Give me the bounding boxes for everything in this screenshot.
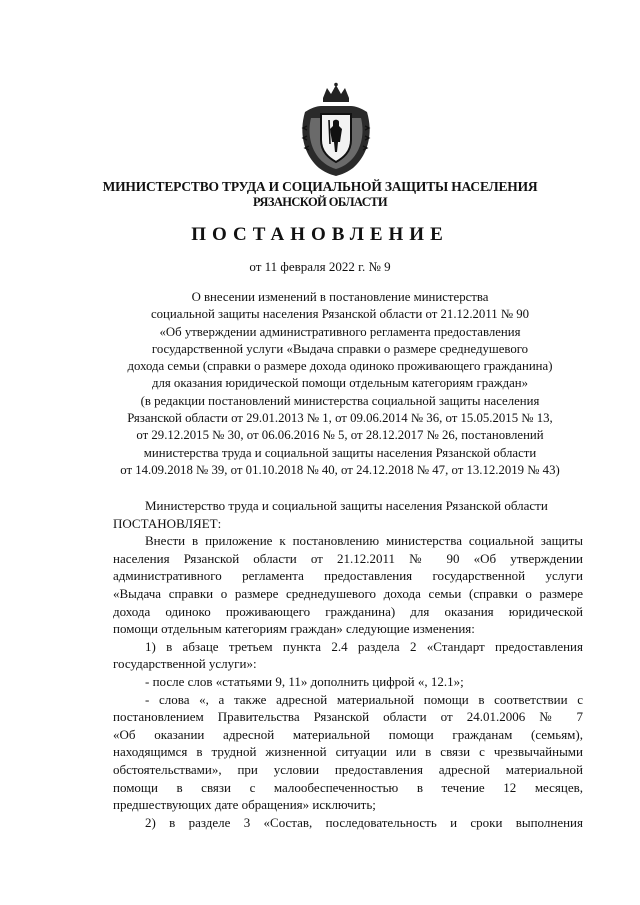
- title-line: «Об утверждении административного регламента предоставления: [159, 324, 521, 339]
- paragraph-line: помощи отдельным категориям граждан» следующие изменения:: [113, 621, 475, 637]
- title-line: от 14.09.2018 № 39, от 01.10.2018 № 40, от 24.12.2018 № 47, от 13.12.2019 № 43): [120, 462, 560, 477]
- paragraph-line: находящимся в трудной жизненной ситуации или в связи с чрезвычайными: [113, 744, 583, 760]
- paragraph-line: административного регламента предоставления государственной услуги: [113, 568, 583, 584]
- paragraph-line: государственной услуги»:: [113, 656, 257, 672]
- document-date-number: от 11 февраля 2022 г. № 9: [249, 259, 391, 274]
- paragraph-line: постановлением Правительства Рязанской области от 24.01.2006 № 7: [113, 709, 583, 725]
- title-line: от 29.12.2015 № 30, от 06.06.2016 № 5, от 28.12.2017 № 26, постановлений: [136, 428, 544, 443]
- ministry-name-line1: МИНИСТЕРСТВО ТРУДА И СОЦИАЛЬНОЙ ЗАЩИТЫ НАСЕЛЕНИЯ: [102, 179, 538, 194]
- document-body: [113, 497, 583, 831]
- intro-line: Министерство труда и социальной защиты населения Рязанской области: [145, 498, 548, 513]
- title-line: (в редакции постановлений министерства социальной защиты населения: [140, 393, 540, 408]
- paragraph-line: дохода одиноко проживающего гражданина) для оказания юридической: [113, 603, 583, 619]
- title-line: государственной услуги «Выдача справки о размере среднедушевого: [151, 341, 529, 356]
- title-line: дохода семьи (справки о размере дохода одиноко проживающего гражданина): [127, 359, 553, 374]
- paragraph-line: Внести в приложение к постановлению министерства социальной защиты: [145, 533, 583, 549]
- title-line: социальной защиты населения Рязанской области от 21.12.2011 № 90: [150, 307, 530, 322]
- coat-of-arms-icon: [293, 82, 379, 178]
- title-line: Рязанской области от 29.01.2013 № 1, от 09.06.2014 № 36, от 15.05.2015 № 13,: [127, 411, 553, 426]
- document-type-heading: ПОСТАНОВЛЕНИЕ: [191, 224, 449, 245]
- paragraph-line: - после слов «статьями 9, 11» дополнить цифрой «, 12.1»;: [145, 673, 464, 689]
- title-line: для оказания юридической помощи отдельным категориям граждан»: [151, 376, 529, 391]
- paragraph-line: помощи в связи с малообеспеченностью в течение 12 месяцев,: [113, 779, 583, 795]
- paragraph-line: 2) в разделе 3 «Состав, последовательность и сроки выполнения: [145, 814, 583, 830]
- paragraph-line: населения Рязанской области от 21.12.2011 № 90 «Об утверждении: [113, 550, 583, 566]
- paragraph-line: обстоятельствами», при условии предоставления адресной материальной: [113, 761, 583, 777]
- ministry-name-line2: РЯЗАНСКОЙ ОБЛАСТИ: [252, 195, 388, 209]
- title-line: О внесении изменений в постановление министерства: [191, 290, 489, 304]
- decree-word: ПОСТАНОВЛЯЕТ:: [113, 515, 222, 531]
- paragraph-line: предшествующих дате обращения» исключить;: [113, 797, 376, 813]
- document-title: [100, 289, 580, 479]
- paragraph-line: «Выдача справки о размере среднедушевого дохода семьи (справки о размере: [113, 585, 583, 601]
- paragraph-line: 1) в абзаце третьем пункта 2.4 раздела 2 «Стандарт предоставления: [145, 638, 583, 654]
- title-line: министерства труда и социальной защиты населения Рязанской области: [143, 445, 537, 460]
- paragraph-line: - слова «, а также адресной материальной помощи в соответствии с: [145, 691, 583, 707]
- paragraph-line: «Об оказании адресной материальной помощи гражданам (семьям),: [113, 726, 583, 742]
